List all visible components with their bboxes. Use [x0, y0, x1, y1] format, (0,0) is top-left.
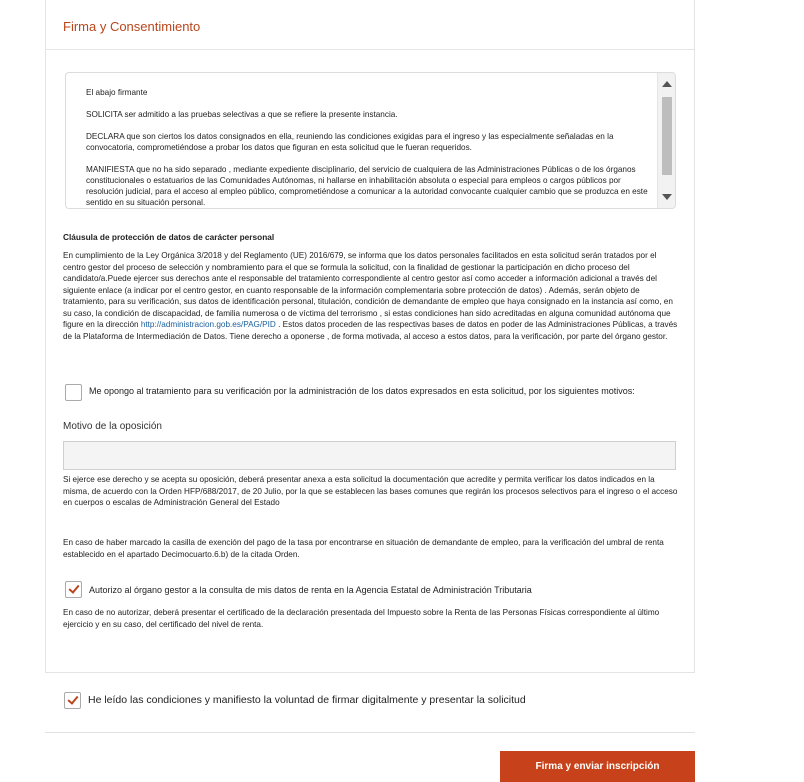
submit-button[interactable]: Firma y enviar inscripción: [500, 751, 695, 782]
privacy-link[interactable]: http://administracion.gob.es/PAG/PID: [140, 320, 276, 329]
terms-heading: El abajo firmante: [86, 88, 148, 97]
opposition-reason-label: Motivo de la oposición: [63, 421, 162, 432]
renta-intro: En caso de haber marcado la casilla de exención del pago de la tasa por encontrarse en situación de demandante de empleo, para la verificación del umbral de renta establecido en el apartado Decimocuarto.6.b) de la citada Orden.: [63, 538, 664, 559]
terms-scroll-box[interactable]: [65, 72, 676, 209]
renta-checkbox[interactable]: [65, 581, 82, 598]
check-icon: [67, 693, 78, 705]
panel-header: [46, 0, 694, 50]
opposition-checkbox[interactable]: [65, 384, 82, 401]
terms-manifiesta: MANIFIESTA que no ha sido separado , mediante expediente disciplinario, del servicio de cualquiera de las Administraciones Públicas o de los órganos constitucionales o estatuarios de las Comunidades Autónomas, ni hallarse en inhabilitación absoluta o especial para empleos o cargos públicos por resolución judicial, para el acceso al empleo público, comprometiéndose a comunicar a la autoridad convocante cualquier cambio que se produzca en este sentido en su situación personal.: [86, 165, 648, 207]
check-icon: [68, 582, 79, 594]
privacy-title: Cláusula de protección de datos de carácter personal: [63, 232, 275, 242]
terms-content: [86, 87, 651, 209]
final-consent-checkbox[interactable]: [64, 692, 81, 709]
renta-note: En caso de no autorizar, deberá presentar el certificado de la declaración presentada del Impuesto sobre la Renta de las Personas Físicas correspondiente al último ejercicio y en su caso, del certificado del nivel de renta.: [63, 608, 660, 629]
scroll-up-icon[interactable]: [662, 81, 672, 87]
divider: [45, 732, 695, 733]
final-consent-label: He leído las condiciones y manifiesto la voluntad de firmar digitalmente y presentar la solicitud: [88, 694, 526, 706]
signature-consent-panel: [45, 0, 695, 673]
privacy-text-part1: En cumplimiento de la Ley Orgánica 3/2018 y del Reglamento (UE) 2016/679, se informa que los datos personales facilitados en esta solicitud serán tratados por el centro gestor del proceso de selección y nombramiento para el que se formula la solicitud, con la finalidad de gestionar la participación en dicho proceso del candidato/a.Puede ejercer sus derechos ante el responsable del tratamiento correspondiente al centro gestor así como acceder a información adicional a través del siguiente enlace (a indicar por el centro gestor, en cuanto responsable de la información complementaria sobre protección de datos) . Además, serán objeto de tratamiento, para su verificación, sus datos de identificación personal, titulación, condición de demandante de empleo que haya consignado en la instancia así como, en su caso, la condición de discapacidad, de familia numerosa o de víctima del terrorismo , si estas condiciones han sido acreditadas en alguna comunidad autónoma que figure en la dirección: [63, 251, 673, 329]
scroll-down-icon[interactable]: [662, 194, 672, 200]
privacy-text: [63, 250, 681, 342]
terms-declara: DECLARA que son ciertos los datos consignados en ella, reuniendo las condiciones exigidas para el ingreso y las especialmente señaladas en la convocatoria, comprometiéndose a probar los datos que figuran en esta solicitud que le fueran requeridos.: [86, 132, 614, 152]
opposition-reason-input[interactable]: [63, 441, 676, 470]
terms-solicita: SOLICITA ser admitido a las pruebas selectivas a que se refiere la presente instancia.: [86, 110, 398, 119]
scroll-thumb[interactable]: [662, 97, 672, 175]
section-title: Firma y Consentimiento: [63, 19, 201, 34]
terms-scrollbar[interactable]: [657, 73, 675, 208]
opposition-checkbox-label: Me opongo al tratamiento para su verificación por la administración de los datos expresados en esta solicitud, por los siguientes motivos:: [89, 386, 635, 396]
privacy-text-part2: . Estos datos proceden de las respectivas bases de datos en poder de las Administraciones Públicas, a través de la Plataforma de Intermediación de Datos. Tiene derecho a oponerse , de forma motivada, al acceso a estos datos, para la verificación, por parte del órgano gestor.: [63, 320, 678, 341]
opposition-note: Si ejerce ese derecho y se acepta su oposición, deberá presentar anexa a esta solicitud la documentación que acredite y permita verificar los datos indicados en la misma, de acuerdo con la Orden HFP/688/2017, de 20 Julio, por la que se establecen las bases comunes que regirán los procesos selectivos para el ingreso o el acceso en cuerpos o escalas de Administración General del Estado: [63, 475, 678, 507]
renta-checkbox-label: Autorizo al órgano gestor a la consulta de mis datos de renta en la Agencia Estatal de Administración Tributaria: [89, 585, 532, 595]
